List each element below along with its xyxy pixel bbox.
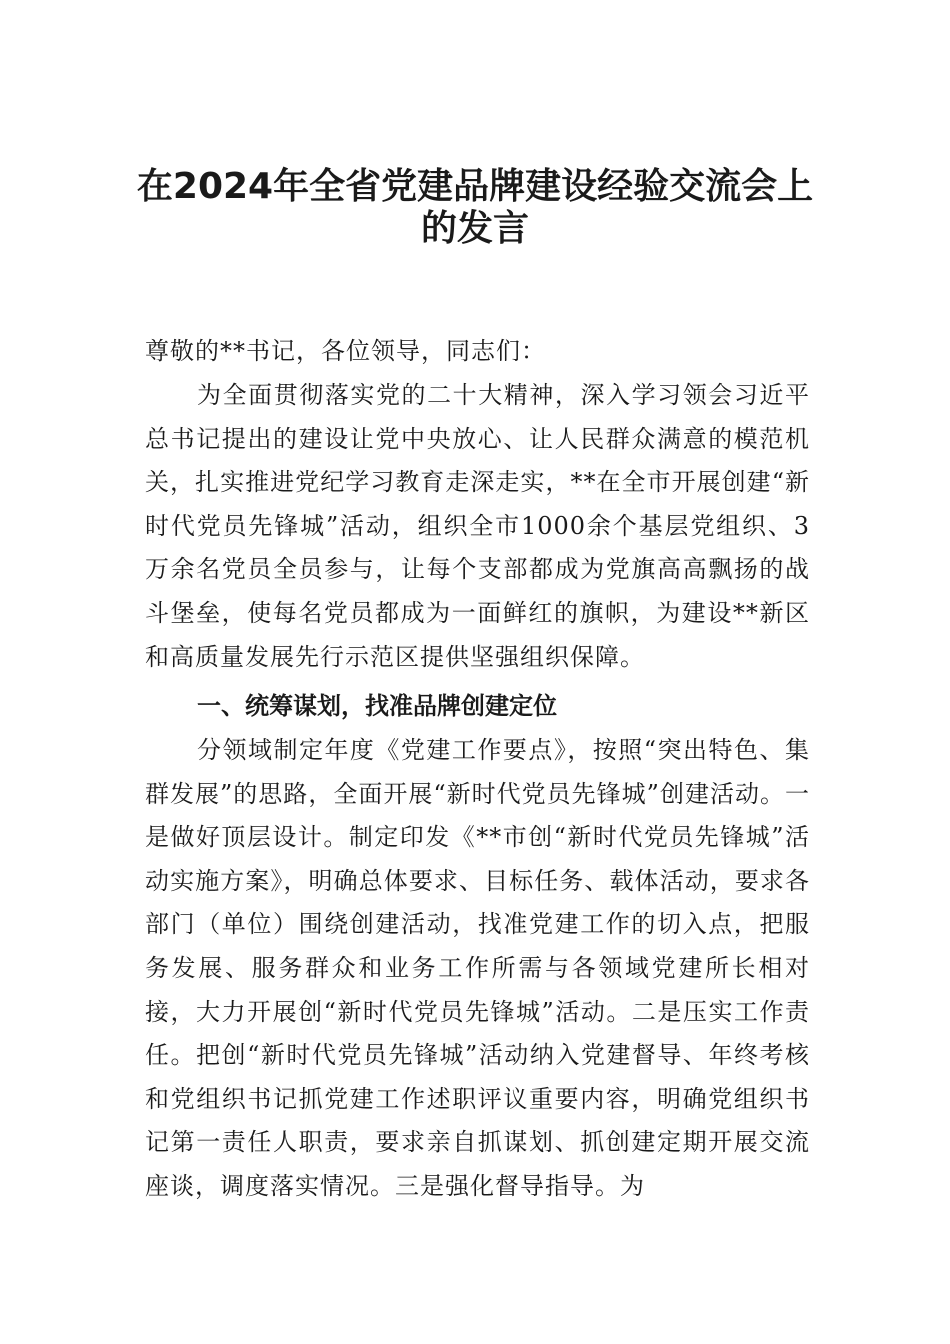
section-heading-1: 一、统筹谋划，找准品牌创建定位: [197, 692, 557, 720]
paragraph-intro: 为全面贯彻落实党的二十大精神，深入学习领会习近平总书记提出的建设让党中央放心、让人民群众满意的模范机关，扎实推进党纪学习教育走深走实，**在全市开展创建“新时代党员先锋城”活动，组织全市1000余个基层党组织、3万余名党员全员参与，让每个支部都成为党旗高高飘扬的战斗堡垒，使每名党员都成为一面鲜红的旗帜，为建设**新区和高质量发展先行示范区提供坚强组织保障。: [145, 381, 810, 671]
salutation: 尊敬的**书记，各位领导，同志们：: [145, 337, 546, 365]
paragraph-section-1: 分领域制定年度《党建工作要点》，按照“突出特色、集群发展”的思路，全面开展“新时代党员先锋城”创建活动。一是做好顶层设计。制定印发《**市创“新时代党员先锋城”活动实施方案》，明确总体要求、目标任务、载体活动，要求各部门（单位）围绕创建活动，找准党建工作的切入点，把服务发展、服务群众和业务工作所需与各领域党建所长相对接，大力开展创“新时代党员先锋城”活动。二是压实工作责任。把创“新时代党员先锋城”活动纳入党建督导、年终考核和党组织书记抓党建工作述职评议重要内容，明确党组织书记第一责任人职责，要求亲自抓谋划、抓创建定期开展交流座谈，调度落实情况。三是强化督导指导。为: [145, 736, 810, 1200]
document-title-line-2: 的发言: [420, 208, 529, 249]
document-title-line-1: 在2024年全省党建品牌建设经验交流会上: [136, 166, 814, 207]
